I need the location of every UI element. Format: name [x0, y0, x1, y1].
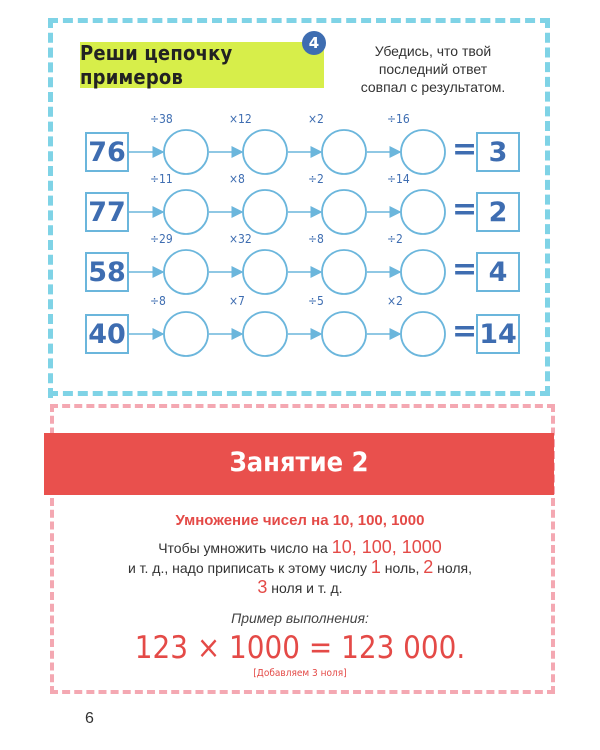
rule-text: и т. д., надо приписать к этому числу [127, 560, 371, 576]
answer-circle[interactable] [401, 312, 445, 356]
example-note: [Добавляем 3 ноля] [253, 668, 347, 679]
answer-circle[interactable] [243, 130, 287, 174]
operation-label: ×7 [229, 294, 245, 308]
operation-label: ÷14 [387, 172, 410, 186]
lesson-heading: Умножение чисел на 10, 100, 1000 [175, 512, 425, 529]
rule-line-1 [0, 537, 600, 558]
answer-circle[interactable] [322, 250, 366, 294]
rule-text: ноля, [433, 560, 473, 576]
chain-start-number: 76 [85, 132, 129, 172]
answer-circle[interactable] [401, 190, 445, 234]
answer-circle[interactable] [164, 190, 208, 234]
operation-label: ×2 [308, 112, 324, 126]
example-expression: 123 × 1000 = 123 000. [134, 630, 466, 666]
answer-circle[interactable] [401, 130, 445, 174]
operation-label: ÷8 [150, 294, 166, 308]
operation-label: ×8 [229, 172, 245, 186]
answer-circle[interactable] [243, 190, 287, 234]
rule-text: ноль, [380, 560, 424, 576]
chain-result-number: 2 [476, 192, 520, 232]
rule-line-2 [0, 557, 600, 578]
answer-circle[interactable] [322, 190, 366, 234]
operation-label: ÷29 [150, 232, 173, 246]
chain-result-number: 4 [476, 252, 520, 292]
answer-circle[interactable] [164, 130, 208, 174]
chain-result-number: 14 [476, 314, 520, 354]
lesson-banner [44, 433, 554, 495]
exercise-number-badge: 4 [302, 31, 326, 55]
operation-label: ÷2 [308, 172, 324, 186]
exercise-title: Реши цепочку примеров [80, 41, 233, 89]
hint-line: совпал с результатом. [360, 79, 506, 95]
rule-text: Чтобы умножить число на [158, 540, 332, 556]
chain-start-number: 77 [85, 192, 129, 232]
lesson-title: Занятие 2 [229, 447, 369, 478]
answer-circle[interactable] [401, 250, 445, 294]
operation-label: ÷5 [308, 294, 324, 308]
example-label: Пример выполнения: [231, 610, 369, 626]
operation-label: ÷38 [150, 112, 173, 126]
rule-text: ноля и т. д. [267, 580, 343, 596]
equals-sign: = [452, 314, 478, 349]
rule-highlight: 1 [370, 557, 381, 577]
operation-label: ÷11 [150, 172, 173, 186]
operation-label: ×12 [229, 112, 252, 126]
answer-circle[interactable] [322, 130, 366, 174]
equals-sign: = [452, 132, 478, 167]
rule-highlight: 10, 100, 1000 [331, 537, 442, 557]
chain-start-number: 40 [85, 314, 129, 354]
hint-line: последний ответ [378, 61, 488, 77]
answer-circle[interactable] [243, 312, 287, 356]
rule-line-3 [0, 577, 600, 598]
hint-line: Убедись, что твой [374, 43, 492, 59]
chain-start-number: 58 [85, 252, 129, 292]
operation-label: ÷8 [308, 232, 324, 246]
chain-result-number: 3 [476, 132, 520, 172]
operation-label: ÷2 [387, 232, 403, 246]
rule-highlight: 3 [257, 577, 268, 597]
answer-circle[interactable] [164, 250, 208, 294]
operation-label: ÷16 [387, 112, 410, 126]
operation-label: ×2 [387, 294, 403, 308]
answer-circle[interactable] [164, 312, 208, 356]
page-number: 6 [85, 710, 94, 727]
equals-sign: = [452, 252, 478, 287]
operation-label: ×32 [229, 232, 252, 246]
answer-circle[interactable] [243, 250, 287, 294]
rule-highlight: 2 [423, 557, 434, 577]
equals-sign: = [452, 192, 478, 227]
answer-circle[interactable] [322, 312, 366, 356]
